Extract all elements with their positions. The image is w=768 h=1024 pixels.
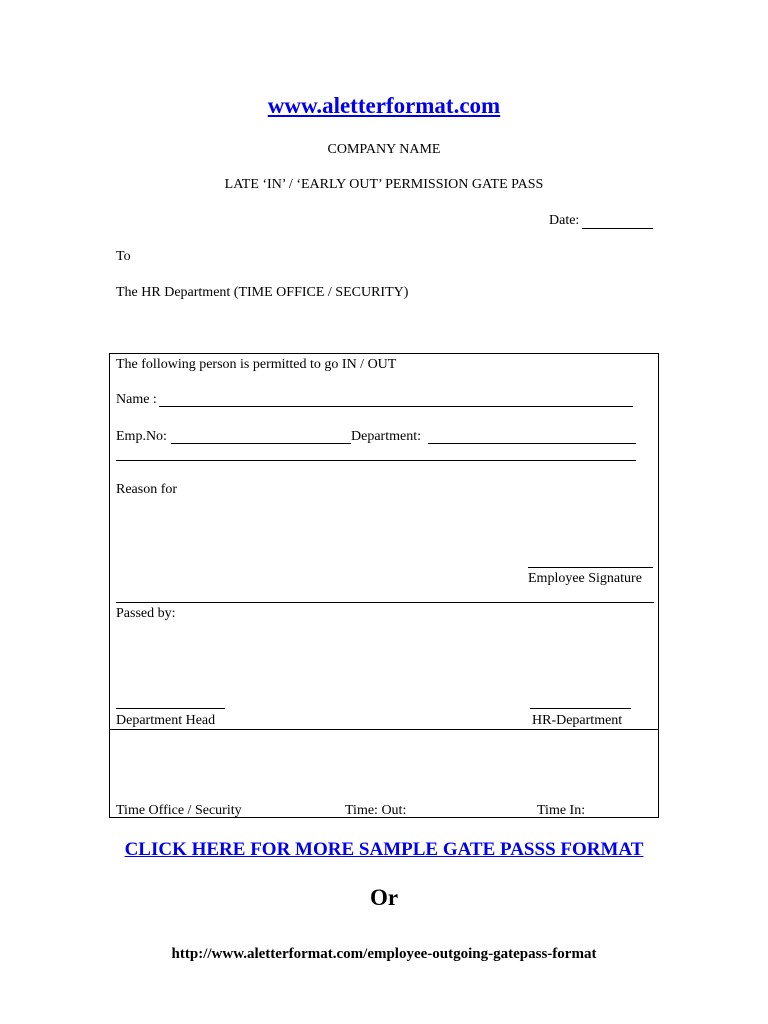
name-blank-line: [159, 406, 633, 407]
emp-no-label: Emp.No:: [116, 429, 167, 444]
box-divider: [109, 729, 659, 730]
department-label: Department:: [351, 429, 421, 444]
site-link[interactable]: www.aletterformat.com: [267, 93, 501, 118]
employee-signature-label: Employee Signature: [528, 571, 642, 586]
more-samples-link[interactable]: CLICK HERE FOR MORE SAMPLE GATE PASSS FORMAT: [124, 839, 644, 860]
to-label: To: [116, 249, 131, 264]
department-blank-line: [428, 443, 636, 444]
gatepass-url: http://www.aletterformat.com/employee-outgoing-gatepass-format: [171, 946, 597, 962]
passed-by-label: Passed by:: [116, 606, 176, 621]
section-divider-line: [116, 602, 654, 603]
form-title: LATE ‘IN’ / ‘EARLY OUT’ PERMISSION GATE PASS: [224, 177, 544, 192]
reason-label: Reason for: [116, 482, 178, 497]
or-text: Or: [369, 885, 399, 910]
date-label: Date:: [549, 213, 580, 228]
time-office-label: Time Office / Security: [116, 803, 242, 818]
hr-signature-line: [530, 708, 631, 709]
hr-department-label: HR-Department: [532, 713, 623, 728]
department-head-signature-line: [116, 708, 225, 709]
permission-intro: The following person is permitted to go IN / OUT: [116, 357, 397, 372]
department-head-label: Department Head: [116, 713, 216, 728]
recipient-line: The HR Department (TIME OFFICE / SECURITY): [116, 285, 409, 300]
name-label: Name :: [116, 392, 157, 407]
emp-no-blank-line: [171, 443, 351, 444]
date-blank-line: [582, 228, 653, 229]
time-out-label: Time: Out:: [345, 803, 407, 818]
employee-signature-line: [528, 567, 653, 568]
time-in-label: Time In:: [537, 803, 586, 818]
extra-blank-line: [116, 460, 636, 461]
company-name: COMPANY NAME: [327, 142, 441, 157]
